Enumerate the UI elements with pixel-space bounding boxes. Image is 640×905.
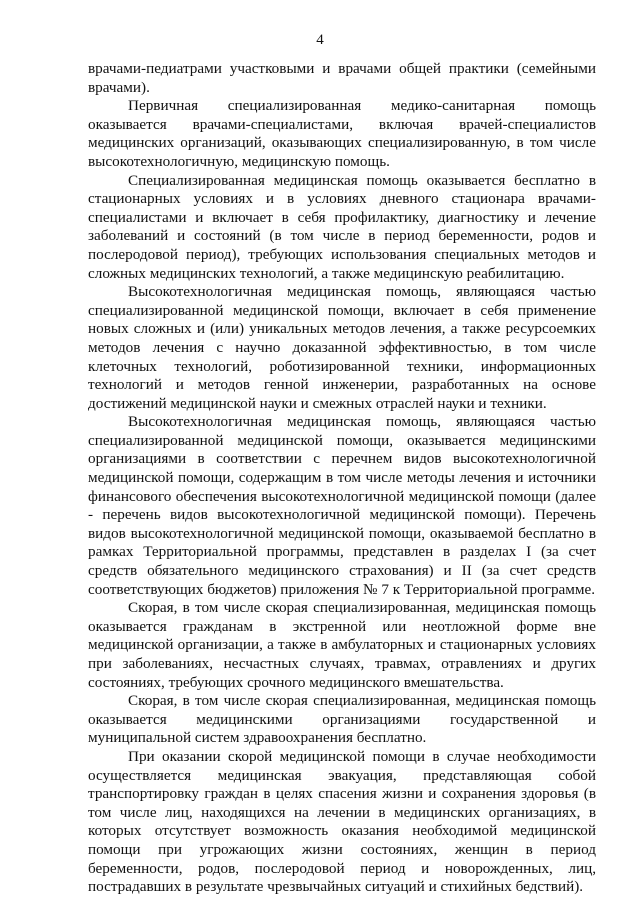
paragraph-specialized-care: Специализированная медицинская помощь оказывается бесплатно в стационарных условиях и в условиях дневного стационара врачами-специалистами и включает в себя профилактику, диагностику и лечение заболеваний и состояний (в том числе в период беременности, родов и послеродовой период), требующих использования специальных методов и сложных медицинских технологий, а также медицинскую реабилитацию. bbox=[88, 171, 596, 282]
paragraph-high-tech-care-definition: Высокотехнологичная медицинская помощь, являющаяся частью специализированной медицинской помощи, включает в себя применение новых сложных и (или) уникальных методов лечения, а также ресурсоемких методов лечения с научно доказанной эффективностью, в том числе клеточных технологий, роботизированной техники, информационных технологий и методов генной инженерии, разработанных на основе достижений медицинской науки и смежных отраслей науки и техники. bbox=[88, 283, 596, 412]
document-body bbox=[88, 60, 596, 897]
paragraph-primary-specialized-care: Первичная специализированная медико-санитарная помощь оказывается врачами-специалистами, включая врачей-специалистов медицинских организаций, оказывающих специализированную, в том числе высокотехнологичную, медицинскую помощь. bbox=[88, 97, 596, 170]
paragraph-high-tech-care-list: Высокотехнологичная медицинская помощь, являющаяся частью специализированной медицинской помощи, оказывается медицинскими организациями в соответствии с перечнем видов высокотехнологичной медицинской помощи, содержащим в том числе методы лечения и источники финансового обеспечения высокотехнологичной медицинской помощи (далее - перечень видов высокотехнологичной медицинской помощи). Перечень видов высокотехнологичной медицинской помощи, оказываемой бесплатно в рамках Территориальной программы, представлен в разделах I (за счет средств обязательного медицинского страхования) и II (за счет средств соответствующих бюджетов) приложения № 7 к Территориальной программе. bbox=[88, 413, 596, 598]
paragraph-medical-evacuation: При оказании скорой медицинской помощи в случае необходимости осуществляется медицинская эвакуация, представляющая собой транспортировку граждан в целях спасения жизни и сохранения здоровья (в том числе лиц, находящихся на лечении в медицинских организациях, в которых отсутствует возможность оказания необходимой медицинской помощи при угрожающих жизни состояниях, женщин в период беременности, родов, послеродовой период и новорожденных, лиц, пострадавших в результате чрезвычайных ситуаций и стихийных бедствий). bbox=[88, 747, 596, 896]
paragraph-emergency-care: Скорая, в том числе скорая специализированная, медицинская помощь оказывается гражданам в экстренной или неотложной форме вне медицинской организации, а также в амбулаторных и стационарных условиях при заболеваниях, несчастных случаях, травмах, отравлениях и других состояниях, требующих срочного медицинского вмешательства. bbox=[88, 599, 596, 691]
paragraph-emergency-care-free: Скорая, в том числе скорая специализированная, медицинская помощь оказывается медицинскими организациями государственной и муниципальной систем здравоохранения бесплатно. bbox=[88, 692, 596, 747]
page-number: 4 bbox=[316, 32, 324, 48]
paragraph-continuation: врачами-педиатрами участковыми и врачами общей практики (семейными врачами). bbox=[88, 60, 596, 96]
